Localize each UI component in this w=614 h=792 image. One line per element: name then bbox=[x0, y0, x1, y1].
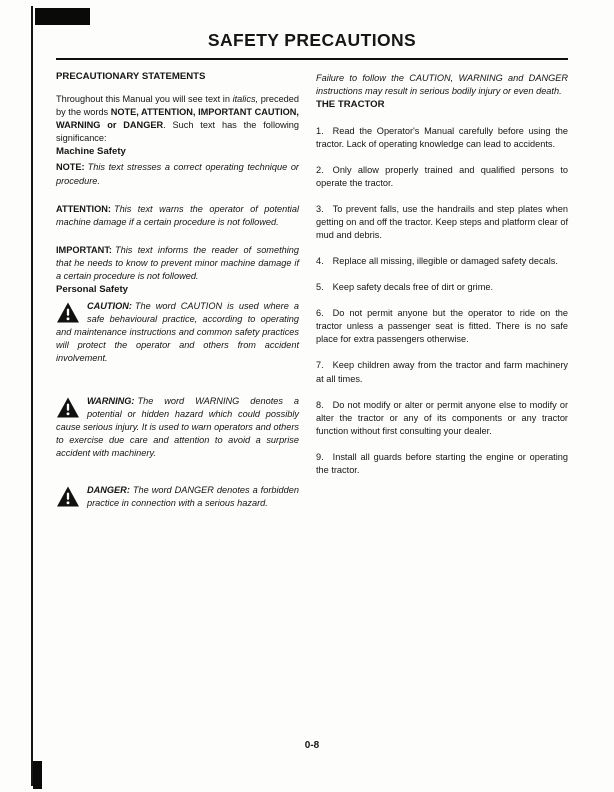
tractor-rule-6 bbox=[316, 307, 568, 346]
title-divider bbox=[56, 58, 568, 60]
note-text: This text stresses a correct operating technique or procedure. bbox=[56, 162, 299, 186]
intro-text-italics: italics, bbox=[232, 93, 259, 104]
scan-left-edge-line bbox=[31, 6, 33, 786]
warning-statement bbox=[56, 395, 299, 460]
rule-text: Do not modify or alter or permit anyone else to modify or alter the tractor or any of its components or any tractor function without first consulting your dealer. bbox=[316, 399, 568, 436]
danger-text: The word DANGER denotes a forbidden practice in connection with a serious hazard. bbox=[87, 485, 299, 509]
tractor-rule-7 bbox=[316, 359, 568, 385]
tractor-rule-1 bbox=[316, 125, 568, 151]
tractor-rule-3 bbox=[316, 203, 568, 242]
important-text: This text informs the reader of something that he needs to know to prevent minor machine damage if a certain procedure is not followed. bbox=[56, 244, 299, 281]
precautionary-statements-heading: PRECAUTIONARY STATEMENTS bbox=[56, 71, 206, 82]
warning-triangle-icon bbox=[56, 397, 80, 418]
caution-label: CAUTION: bbox=[87, 300, 132, 311]
rule-number: 7. bbox=[316, 360, 324, 371]
left-column bbox=[56, 70, 299, 510]
the-tractor-heading: THE TRACTOR bbox=[316, 99, 385, 111]
rule-number: 6. bbox=[316, 308, 324, 319]
page-number: 0-8 bbox=[304, 740, 320, 751]
page-content bbox=[56, 30, 568, 510]
attention-label: ATTENTION: bbox=[56, 203, 111, 214]
note-label: NOTE: bbox=[56, 162, 85, 173]
warning-triangle-icon bbox=[56, 486, 80, 507]
rule-text: To prevent falls, use the handrails and step plates when getting on and off the tractor. Keep steps and platform clear of mud and debris. bbox=[316, 203, 568, 241]
warning-label: WARNING: bbox=[87, 395, 135, 406]
tractor-rule-2 bbox=[316, 164, 568, 190]
rule-text: Keep children away from the tractor and farm machinery at all times. bbox=[316, 360, 568, 384]
page-title: SAFETY PRECAUTIONS bbox=[207, 30, 417, 50]
machine-safety-heading: Machine Safety bbox=[56, 145, 126, 157]
rule-text: Only allow properly trained and qualified persons to operate the tractor. bbox=[316, 164, 568, 188]
intro-text-1: Throughout this Manual you will see text in bbox=[56, 93, 233, 104]
rule-text: Read the Operator's Manual carefully before using the tractor. Lack of operating knowledge can lead to accidents. bbox=[316, 125, 568, 149]
important-label: IMPORTANT: bbox=[56, 244, 112, 255]
tractor-rule-8 bbox=[316, 399, 568, 438]
rule-number: 8. bbox=[316, 399, 324, 410]
right-column bbox=[316, 70, 568, 510]
attention-text: This text warns the operator of potential machine damage if a certain procedure is not followed. bbox=[56, 203, 299, 227]
intro-signal-words: NOTE, ATTENTION, IMPORTANT CAUTION, WARNING or DANGER bbox=[56, 106, 299, 130]
tractor-rule-4 bbox=[316, 255, 568, 268]
danger-statement bbox=[56, 484, 299, 510]
rule-text: Install all guards before starting the engine or operating the tractor. bbox=[316, 451, 568, 475]
warning-text: The word WARNING denotes a potential or hidden hazard which could possibly cause serious injury. It is used to warn operators and others to exercise due care and attention to avoid a surprise accident with machinery. bbox=[56, 395, 299, 459]
caution-text: The word CAUTION is used where a safe behavioural practice, according to operating and maintenance instructions and common safety practices will protect the operator and others from accident involvement. bbox=[56, 300, 299, 363]
intro-text-2: preceded by the words bbox=[56, 93, 300, 117]
scan-bottom-mark bbox=[33, 761, 42, 789]
rule-text: Replace all missing, illegible or damaged safety decals. bbox=[332, 256, 558, 267]
intro-text-3: . Such text has the following significance: bbox=[56, 119, 299, 143]
tractor-rule-9 bbox=[316, 451, 568, 477]
rule-number: 4. bbox=[316, 256, 324, 267]
rule-text: Do not permit anyone but the operator to ride on the tractor unless a passenger seat is fitted. There is no safe place for extra passengers otherwise. bbox=[316, 308, 568, 345]
intro-paragraph bbox=[56, 93, 299, 145]
failure-warning-paragraph: Failure to follow the CAUTION, WARNING and DANGER instructions may result in serious bodily injury or even death. bbox=[316, 73, 568, 97]
note-statement bbox=[56, 161, 299, 187]
two-column-layout bbox=[56, 70, 568, 510]
tractor-rule-5 bbox=[316, 281, 568, 294]
caution-statement bbox=[56, 300, 299, 365]
rule-number: 3. bbox=[316, 203, 324, 214]
rule-number: 1. bbox=[316, 125, 324, 136]
important-statement bbox=[56, 244, 299, 283]
rule-text: Keep safety decals free of dirt or grime. bbox=[332, 282, 494, 293]
rule-number: 5. bbox=[316, 282, 324, 293]
warning-triangle-icon bbox=[56, 302, 80, 323]
rule-number: 2. bbox=[316, 164, 324, 175]
attention-statement bbox=[56, 203, 299, 229]
rule-number: 9. bbox=[316, 451, 324, 462]
danger-label: DANGER: bbox=[87, 485, 130, 496]
personal-safety-heading: Personal Safety bbox=[56, 283, 128, 295]
scan-corner-mark bbox=[35, 8, 90, 25]
